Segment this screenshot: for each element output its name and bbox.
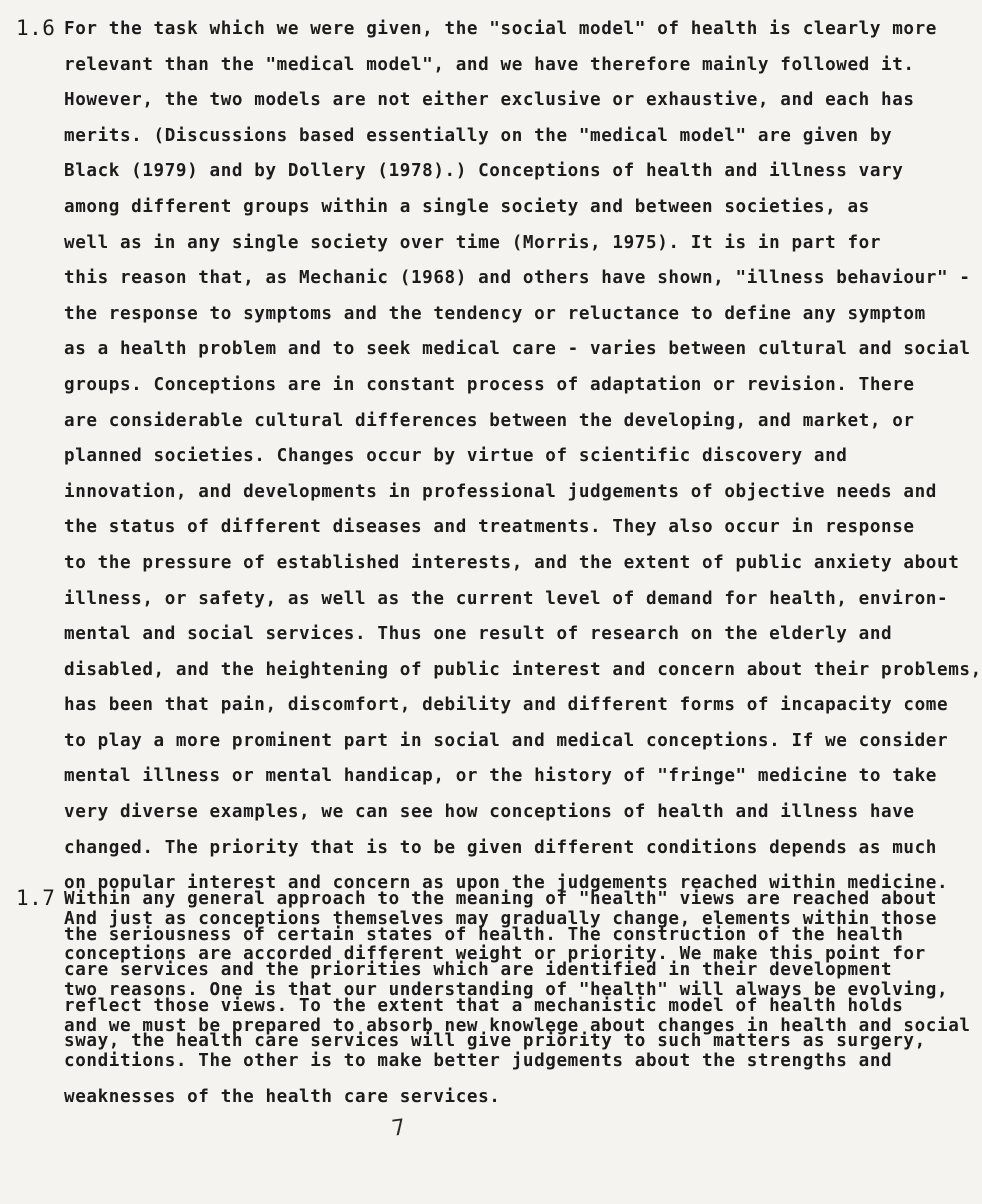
text-line: conditions. The other is to make better judgements about the strengths and [64,1051,893,1072]
text-line: as a health problem and to seek medical care - varies between cultural and social [64,339,971,360]
text-line: two reasons. One is that our understanding of "health" will always be evolving, [64,980,949,1001]
text-line: Within any general approach to the meaning of "health" views are reached about [64,889,938,909]
text-line: are considerable cultural differences between the developing, and market, or [64,410,915,431]
text-line: reflect those views. To the extent that a mechanistic model of health holds [64,995,904,1016]
text-line: innovation, and developments in professional judgements of objective needs and [64,481,938,502]
text-line: groups. Conceptions are in constant process of adaptation or revision. There [64,374,915,395]
section-number: 1.7 [16,886,56,910]
text-line: to the pressure of established interests, and the extent of public anxiety about [64,552,960,573]
text-line: the response to symptoms and the tendency or reluctance to define any symptom [64,303,926,324]
text-line: illness, or safety, as well as the current level of demand for health, environ- [64,588,949,609]
text-line: this reason that, as Mechanic (1968) and others have shown, "illness behaviour" - [64,268,971,289]
text-line: And just as conceptions themselves may gradually change, elements within those [64,908,938,929]
text-line: weaknesses of the health care services. [64,1086,501,1107]
text-line: planned societies. Changes occur by virtue of scientific discovery and [64,446,848,467]
text-line: Black (1979) and by Dollery (1978).) Conceptions of health and illness vary [64,161,904,182]
text-line: has been that pain, discomfort, debility and different forms of incapacity come [64,695,949,716]
page-number: 7 [390,1115,407,1142]
text-line: merits. (Discussions based essentially on the "medical model" are given by [64,125,893,146]
text-line: changed. The priority that is to be given different conditions depends as much [64,837,938,858]
text-line: sway, the health care services will give priority to such matters as surgery, [64,1031,926,1052]
text-line: the status of different diseases and treatments. They also occur in response [64,517,915,538]
text-line: For the task which we were given, the "social model" of health is clearly more [64,19,938,39]
text-line: to play a more prominent part in social and medical conceptions. If we consider [64,730,949,751]
section-number: 1.6 [16,16,56,40]
text-line: mental illness or mental handicap, or the history of "fringe" medicine to take [64,766,938,787]
text-line: relevant than the "medical model", and we have therefore mainly followed it. [64,54,915,75]
text-line: disabled, and the heightening of public interest and concern about their problems, [64,659,982,680]
text-line: on popular interest and concern as upon the judgements reached within medicine. [64,873,949,894]
text-line: the seriousness of certain states of health. The construction of the health [64,924,904,945]
text-line: very diverse examples, we can see how conceptions of health and illness have [64,802,915,823]
text-line: mental and social services. Thus one result of research on the elderly and [64,624,893,645]
text-line: well as in any single society over time (Morris, 1975). It is in part for [64,232,882,253]
text-line: However, the two models are not either exclusive or exhaustive, and each has [64,90,915,111]
text-line: and we must be prepared to absorb new knowlege about changes in health and social [64,1015,971,1036]
text-line: among different groups within a single society and between societies, as [64,196,870,217]
text-line: conceptions are accorded different weight or priority. We make this point for [64,944,926,965]
text-line: care services and the priorities which are identified in their development [64,960,893,981]
